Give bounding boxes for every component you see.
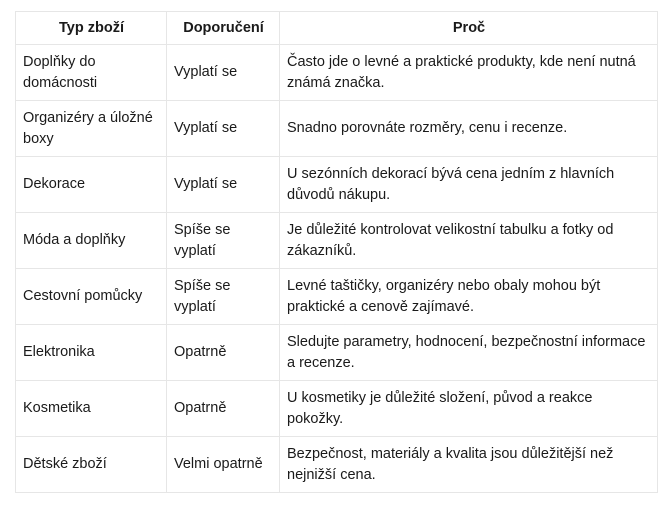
header-cell-recommendation: Doporučení [167,12,280,45]
cell-reason: U sezónních dekorací bývá cena jedním z hlavních důvodů nákupu. [280,157,658,213]
cell-recommendation: Opatrně [167,325,280,381]
cell-type: Kosmetika [16,381,167,437]
table-container [15,11,657,493]
table-row [16,437,658,493]
cell-reason: Bezpečnost, materiály a kvalita jsou důležitější než nejnižší cena. [280,437,658,493]
cell-recommendation: Vyplatí se [167,45,280,101]
table-row [16,157,658,213]
header-cell-type: Typ zboží [16,12,167,45]
table-row [16,381,658,437]
cell-type: Cestovní pomůcky [16,269,167,325]
cell-reason: U kosmetiky je důležité složení, původ a reakce pokožky. [280,381,658,437]
cell-type: Dětské zboží [16,437,167,493]
table-row [16,213,658,269]
cell-type: Móda a doplňky [16,213,167,269]
cell-reason: Často jde o levné a praktické produkty, kde není nutná známá značka. [280,45,658,101]
table-header-row [16,12,658,45]
cell-recommendation: Vyplatí se [167,157,280,213]
cell-recommendation: Velmi opatrně [167,437,280,493]
table-row [16,325,658,381]
table-row [16,269,658,325]
cell-reason: Sledujte parametry, hodnocení, bezpečnostní informace a recenze. [280,325,658,381]
cell-type: Organizéry a úložné boxy [16,101,167,157]
cell-recommendation: Spíše se vyplatí [167,213,280,269]
cell-reason: Je důležité kontrolovat velikostní tabulku a fotky od zákazníků. [280,213,658,269]
header-cell-reason: Proč [280,12,658,45]
cell-recommendation: Vyplatí se [167,101,280,157]
table-row [16,101,658,157]
cell-recommendation: Opatrně [167,381,280,437]
cell-reason: Levné taštičky, organizéry nebo obaly mohou být praktické a cenově zajímavé. [280,269,658,325]
recommendation-table [15,11,658,493]
cell-reason: Snadno porovnáte rozměry, cenu i recenze. [280,101,658,157]
table-row [16,45,658,101]
cell-type: Doplňky do domácnosti [16,45,167,101]
cell-type: Dekorace [16,157,167,213]
cell-type: Elektronika [16,325,167,381]
cell-recommendation: Spíše se vyplatí [167,269,280,325]
